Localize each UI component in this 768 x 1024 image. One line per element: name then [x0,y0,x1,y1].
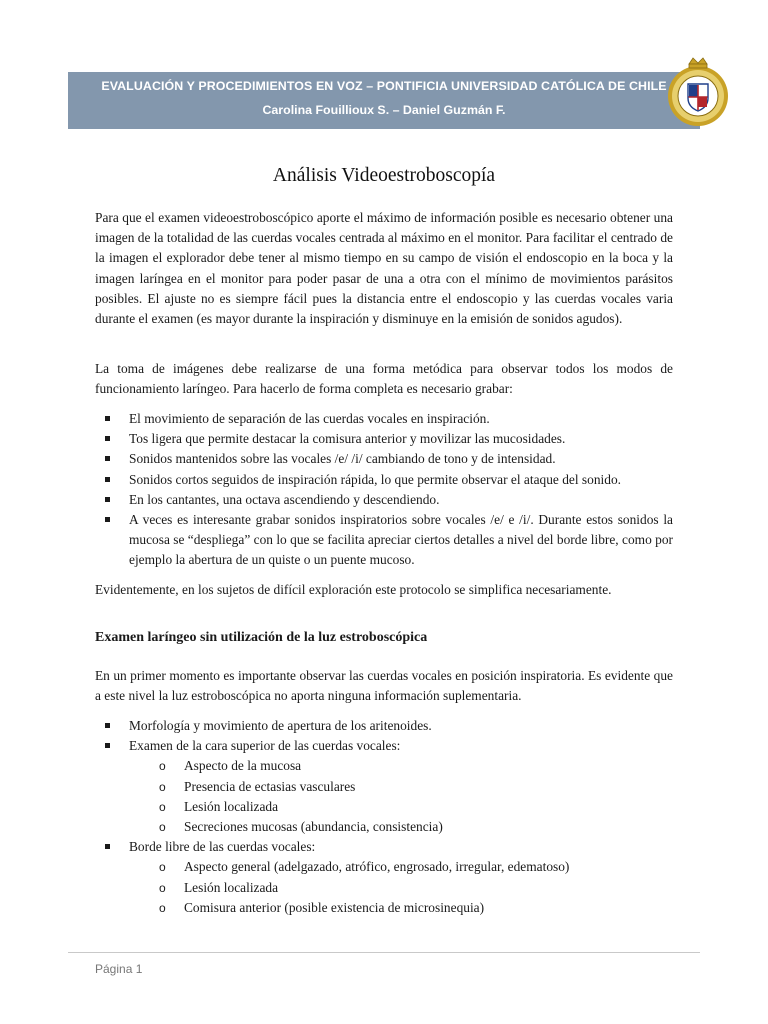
square-bullet-icon [105,743,110,748]
section-heading: Examen laríngeo sin utilización de la luz estroboscópica [95,630,428,645]
list-item: Sonidos cortos seguidos de inspiración rápida, lo que permite observar el ataque del sonido. [95,470,673,490]
university-seal-icon [667,52,729,132]
square-bullet-icon [105,723,110,728]
header-authors: Carolina Fouillioux S. – Daniel Guzmán F. [262,103,506,117]
square-bullet-icon [105,477,110,482]
recording-paragraph: La toma de imágenes debe realizarse de una forma metódica para observar todos los modos de funcionamiento laríngeo. Para hacerlo de forma completa es necesario grabar: [95,361,673,397]
sub-list-item: o Secreciones mucosas (abundancia, consistencia) [129,817,673,837]
section-paragraph: En un primer momento es importante observar las cuerdas vocales en posición inspiratoria. Es evidente que a este nivel la luz estroboscópica no aporta ninguna información suplementaria. [95,668,673,704]
sub-list-item: o Presencia de ectasias vasculares [129,777,673,797]
square-bullet-icon [105,436,110,441]
sub-list-item: o Comisura anterior (posible existencia de microsinequia) [129,898,673,918]
circle-bullet-icon: o [159,900,166,915]
page-number: Página 1 [95,962,143,976]
sub-list-item: o Aspecto de la mucosa [129,756,673,776]
list-item: A veces es interesante grabar sonidos inspiratorios sobre vocales /e/ e /i/. Durante estos sonidos la mucosa se “despliega” con lo que se facilita apreciar ciertos detalles a nivel del borde libre, como por ejemplo la abertura de un quiste o un puente mucoso. [95,510,673,571]
square-bullet-icon [105,517,110,522]
recording-list [95,409,673,571]
square-bullet-icon [105,416,110,421]
circle-bullet-icon: o [159,779,166,794]
list-item: Tos ligera que permite destacar la comisura anterior y movilizar las mucosidades. [95,429,673,449]
circle-bullet-icon: o [159,799,166,814]
circle-bullet-icon: o [159,759,166,774]
header-title: EVALUACIÓN Y PROCEDIMIENTOS EN VOZ – PONTIFICIA UNIVERSIDAD CATÓLICA DE CHILE [101,79,667,93]
intro-paragraph: Para que el examen videoestroboscópico aporte el máximo de información posible es necesario obtener una imagen de la totalidad de las cuerdas vocales centrada al máximo en el monitor. Para facilitar el centrado de la imagen el explorador debe tener al mismo tiempo en su campo de visión el endoscopio en la boca y la imagen laríngea en el monitor para poder pasar de una a otra con el mínimo de movimientos parásitos posibles. El ajuste no es siempre fácil pues la distancia entre el endoscopio y las cuerdas vocales varia durante el examen (es mayor durante la inspiración y disminuye en la emisión de sonidos agudos). [95,210,673,327]
exam-list [95,716,673,918]
document-title: Análisis Videoestroboscopía [272,165,496,186]
square-bullet-icon [105,456,110,461]
list-item: Examen de la cara superior de las cuerdas vocales: o Aspecto de la mucosa o Presencia de ectasias vasculares o Lesión localizada o Secreciones mucosas (abundancia, consistencia) [95,736,673,837]
sub-list-item: o Lesión localizada [129,797,673,817]
circle-bullet-icon: o [159,880,166,895]
list-item: Sonidos mantenidos sobre las vocales /e/ /i/ cambiando de tono y de intensidad. [95,449,673,469]
circle-bullet-icon: o [159,820,166,835]
sub-list-item: o Aspecto general (adelgazado, atrófico, engrosado, irregular, edematoso) [129,857,673,877]
list-item: Borde libre de las cuerdas vocales: o Aspecto general (adelgazado, atrófico, engrosado, irregular, edematoso) o Lesión localizada o Comisura anterior (posible existencia de microsinequia) [95,837,673,918]
list-item: El movimiento de separación de las cuerdas vocales en inspiración. [95,409,673,429]
circle-bullet-icon: o [159,860,166,875]
list-item: En los cantantes, una octava ascendiendo y descendiendo. [95,490,673,510]
sub-list [129,857,673,918]
sub-list-item: o Lesión localizada [129,878,673,898]
list-item: Morfología y movimiento de apertura de los aritenoides. [95,716,673,736]
square-bullet-icon [105,844,110,849]
sub-list [129,756,673,837]
closing-paragraph: Evidentemente, en los sujetos de difícil exploración este protocolo se simplifica necesariamente. [95,582,612,597]
square-bullet-icon [105,497,110,502]
footer-divider [68,952,700,953]
